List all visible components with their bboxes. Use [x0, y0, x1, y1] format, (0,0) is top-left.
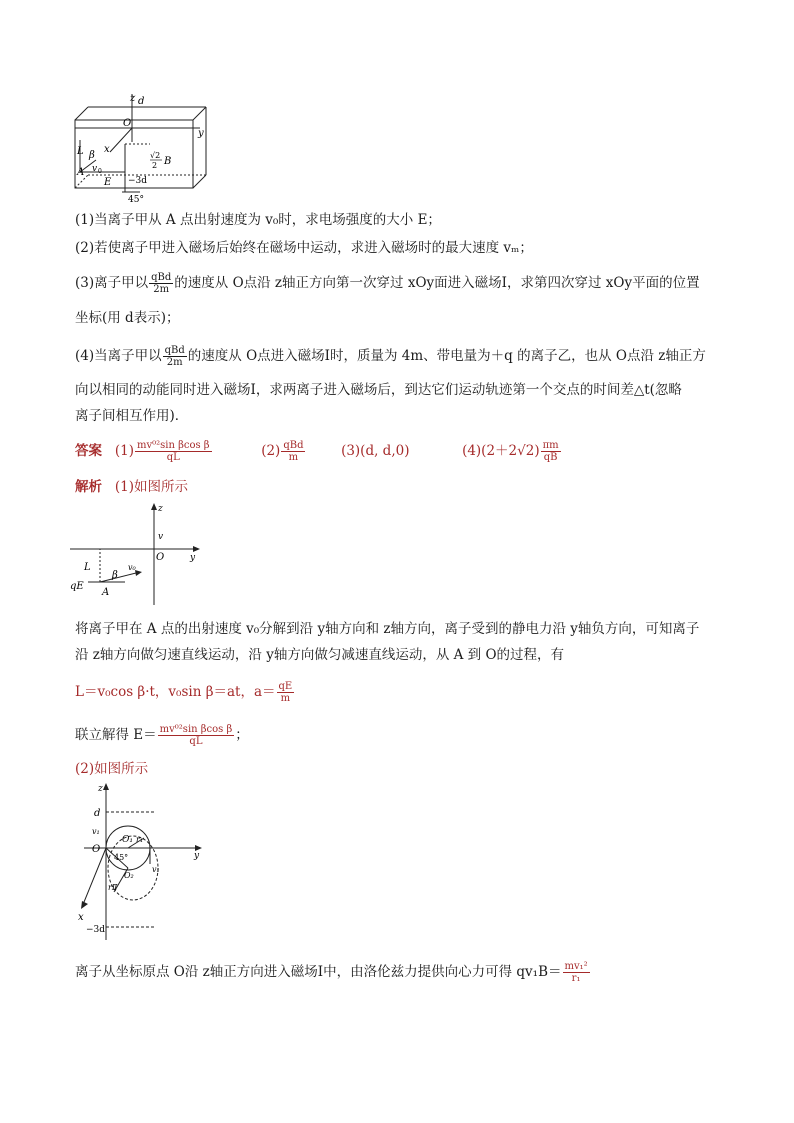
q4-frac-num: qBd	[164, 345, 185, 356]
fig2-y-label: y	[190, 553, 196, 563]
fig2-beta-label: β	[112, 570, 118, 581]
analysis-heading	[75, 478, 188, 496]
fig1-v0-label: v	[92, 164, 98, 174]
answer-1-pre: (1)	[114, 443, 134, 459]
fig3-rII-label: rⅡ	[108, 883, 118, 892]
answer-line	[75, 440, 562, 463]
fig3-v1b-label: v₁	[152, 865, 160, 874]
analysis-label: 解析	[75, 479, 102, 495]
fig3-O2-label: O₂	[124, 871, 134, 880]
eq1-den: m	[280, 693, 291, 704]
fig1-x-label: x	[104, 144, 110, 155]
q3-frac-den: 2m	[153, 284, 170, 295]
q3-frac-num: qBd	[151, 272, 172, 283]
answer-2-num: qBd	[283, 440, 304, 451]
fig1-45deg: 45°	[128, 195, 144, 204]
fig2-z-label: z	[158, 504, 163, 514]
answer-4-pre: (4)(2＋2√2)	[462, 443, 540, 459]
eq1-num: qE	[278, 681, 293, 692]
q4-pre: (4)当离子甲以	[75, 348, 162, 364]
fig1-sqrt2: √2	[150, 151, 161, 160]
eq2-fraction	[158, 724, 235, 747]
fig2-v0-label: v₀	[128, 563, 136, 572]
answer-2-pre: (2)	[261, 443, 281, 459]
fig1-O-label: O	[123, 118, 132, 129]
answer-3: (3)(d, d,0)	[341, 443, 410, 459]
q4-post: 的速度从 O点进入磁场Ⅰ时，质量为 4m、带电量为＋q 的离子乙，也从 O点沿 z轴正方	[187, 348, 706, 364]
fig1-A-label: A	[77, 167, 85, 178]
text3: 离子从坐标原点 O沿 z轴正方向进入磁场Ⅰ中，由洛伦兹力提供向心力可得 qv₁B＝	[75, 964, 562, 980]
question-3-line2: 坐标(用 d表示)；	[75, 310, 180, 326]
answer-2-den: m	[288, 452, 299, 463]
fig2-v-label: v	[158, 532, 164, 542]
question-4-line3: 离子间相互作用)．	[75, 408, 189, 424]
eq3-den: r₁	[571, 973, 581, 984]
answer-4-fraction	[541, 440, 561, 463]
analysis-text-2: 沿 z轴方向做匀速直线运动，沿 y轴方向做匀减速直线运动，从 A 到 O的过程，有	[75, 647, 565, 663]
analysis-equation-1	[75, 681, 295, 704]
fig1-z-label: z	[130, 93, 136, 104]
eq2-num: mv⁰²sin βcos β	[159, 724, 233, 735]
fig3-y-label: y	[194, 851, 200, 861]
fig1-L-label: L	[77, 146, 84, 157]
fig3-minus3d: −3d	[86, 925, 106, 935]
question-1: (1)当离子甲从 A 点出射速度为 v₀时，求电场强度的大小 E；	[75, 212, 441, 228]
fig3-v1-label: v₁	[92, 827, 100, 836]
answer-2-fraction	[281, 440, 305, 463]
fig1-d-label: d	[138, 96, 145, 107]
fig2-O-label: O	[156, 552, 165, 563]
eq2-post: ；	[235, 727, 249, 743]
answer-1-fraction	[135, 440, 212, 463]
q3-fraction	[149, 272, 173, 295]
analysis-text-3	[75, 961, 591, 984]
fig1-E-label: E	[104, 177, 112, 188]
eq1-fraction	[277, 681, 295, 704]
figure-box-diagram	[70, 92, 220, 204]
q3-pre: (3)离子甲以	[75, 275, 149, 291]
fig3-r1-label: r₁	[136, 835, 144, 844]
analysis-text-1: 将离子甲在 A 点的出射速度 v₀分解到沿 y轴方向和 z轴方向，离子受到的静电力沿 y轴负方向，可知离子	[75, 621, 700, 637]
fig1-beta-label: β	[89, 150, 95, 161]
answer-1-den: qL	[166, 452, 180, 463]
analysis-equation-2	[75, 724, 249, 747]
eq2-den: qL	[189, 736, 203, 747]
question-4-line2: 向以相同的动能同时进入磁场Ⅰ，求两离子进入磁场后，到达它们运动轨迹第一个交点的时间差△t(忽略	[75, 382, 682, 398]
fig3-45deg: 45°	[114, 853, 129, 862]
question-4-line1	[75, 345, 706, 368]
q4-frac-den: 2m	[166, 357, 183, 368]
analysis-part1: (1)如图所示	[114, 479, 188, 495]
fig3-O-label: O	[92, 844, 101, 855]
fig1-B-label: B	[164, 156, 172, 167]
fig1-half: 2	[152, 161, 158, 170]
figure-trajectory-circle	[78, 782, 208, 942]
fig1-y-label: y	[198, 128, 204, 139]
fig3-z-label: z	[98, 784, 103, 794]
eq2-pre: 联立解得 E＝	[75, 727, 157, 743]
question-2: (2)若使离子甲进入磁场后始终在磁场中运动，求进入磁场时的最大速度 vₘ；	[75, 240, 533, 256]
answer-4-num: πm	[542, 440, 559, 451]
fig1-v0-sub: 0	[98, 168, 102, 175]
eq3-num: mv₁²	[564, 961, 588, 972]
eq3-fraction	[563, 961, 590, 984]
eq1-text: L＝v₀cos β·t，v₀sin β＝at，a＝	[75, 684, 276, 700]
fig3-O1-label: O₁	[122, 835, 133, 845]
fig2-A-label: A	[102, 587, 110, 598]
answer-4-den: qB	[543, 452, 558, 463]
analysis-part2: (2)如图所示	[75, 761, 149, 777]
q3-post: 的速度从 O点沿 z轴正方向第一次穿过 xOy面进入磁场Ⅰ，求第四次穿过 xOy平面的位置	[174, 275, 700, 291]
fig1-minus3d: −3d	[128, 176, 148, 186]
question-3-line1	[75, 272, 700, 295]
figure-velocity-decomposition	[70, 502, 205, 607]
q4-fraction	[163, 345, 187, 368]
answer-label: 答案	[75, 443, 102, 459]
fig3-x-label: x	[78, 912, 84, 923]
fig3-d-label: d	[94, 808, 101, 819]
answer-1-num: mv⁰²sin βcos β	[137, 440, 210, 451]
fig2-qE-label: qE	[70, 581, 84, 592]
fig2-L-label: L	[84, 562, 91, 573]
